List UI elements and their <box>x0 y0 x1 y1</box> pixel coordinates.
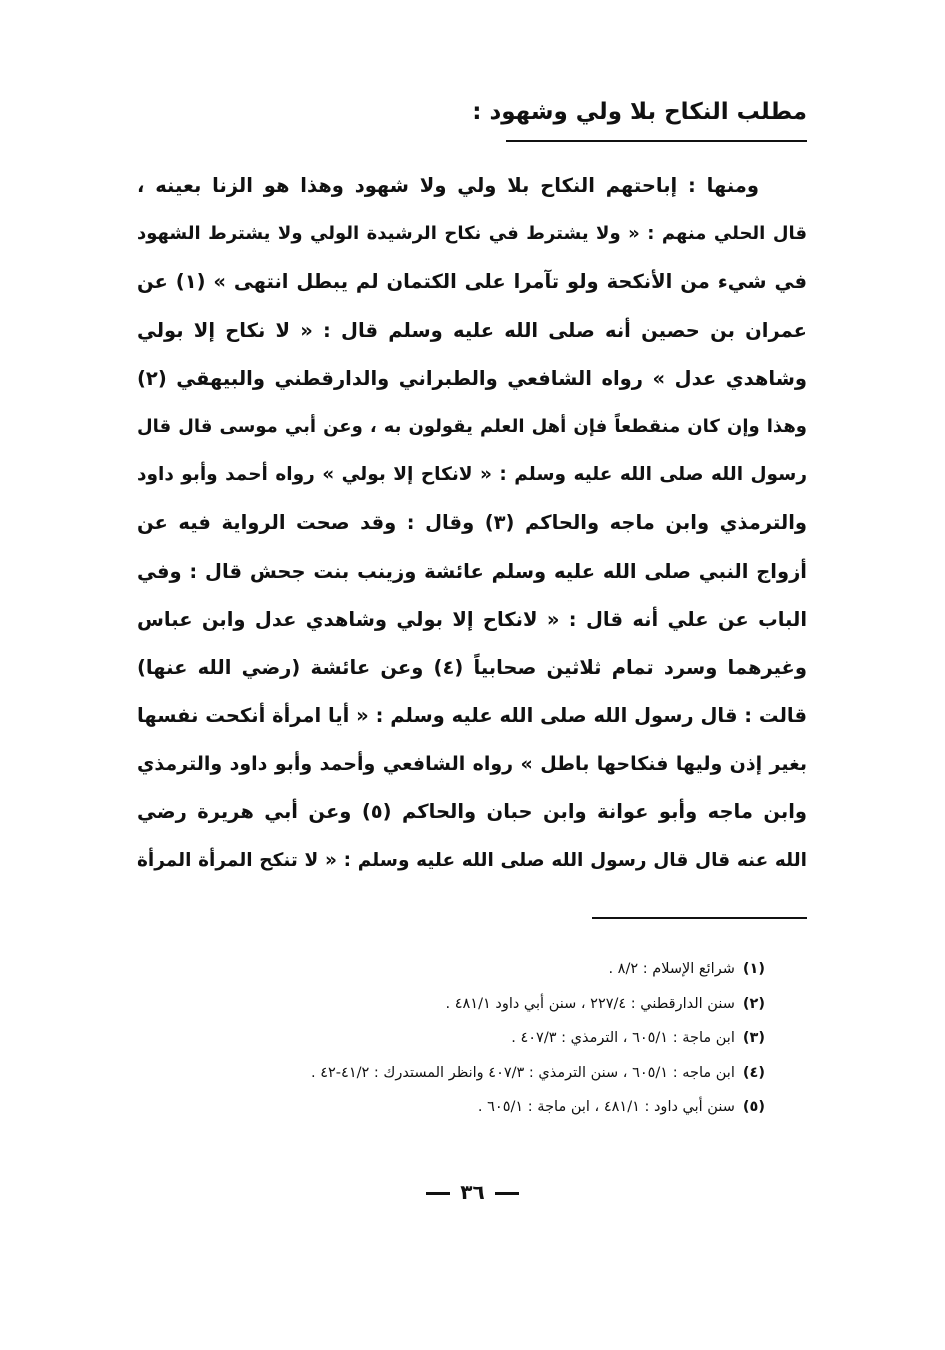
footnote-number: (٢) <box>742 995 765 1012</box>
footnote-number: (٥) <box>742 1099 765 1115</box>
footnote <box>311 1090 765 1125</box>
footnote <box>311 1021 765 1056</box>
body-text <box>137 162 807 885</box>
footnote-text: ابن ماجه : ٦٠٥/١ ، سنن الترمذي : ٤٠٧/٣ وانظر المستدرك : ٤١/٢-٤٢ . <box>311 1064 735 1081</box>
footnote-text: شرائع الإسلام : ٨/٢ . <box>608 961 735 977</box>
body-line: في شيء من الأنكحة ولو تآمرا على الكتمان لم يبطل انتهى » (١) عن <box>137 270 807 294</box>
body-line: وغيرهما وسرد تمام ثلاثين صحابياً (٤) وعن عائشة (رضي الله عنها) <box>137 655 807 679</box>
body-line: بغير إذن وليها فنكاحها باطل » رواه الشافعي وأحمد وأبو داود والترمذي <box>137 753 807 776</box>
body-line: الله عنه قال قال رسول الله صلى الله عليه وسلم : « لا تنكح المرأة المرأة <box>137 849 807 871</box>
body-line: رسول الله صلى الله عليه وسلم : « لانكاح إلا بولي » رواه أحمد وأبو داود <box>137 464 807 486</box>
body-line: وشاهدي عدل » رواه الشافعي والطبراني والدارقطني والبيهقي (٢) <box>137 366 807 390</box>
footnotes <box>311 952 765 1125</box>
footnote-number: (١) <box>742 961 765 977</box>
body-line: وابن ماجه وأبو عوانة وابن حبان والحاكم (٥) وعن أبي هريرة رضي <box>137 800 807 824</box>
footnote <box>311 1056 765 1091</box>
footnote <box>311 952 765 987</box>
footnote-text: ابن ماجة : ٦٠٥/١ ، الترمذي : ٤٠٧/٣ . <box>511 1030 735 1046</box>
footnote-text: سنن الدارقطني : ٢٢٧/٤ ، سنن أبي داود ٤٨١/١ . <box>445 995 735 1012</box>
body-line: عمران بن حصين أنه صلى الله عليه وسلم قال : « لا نكاح إلا بولي <box>137 318 807 342</box>
footnote-separator <box>592 917 807 919</box>
body-line: أزواج النبي صلى الله عليه وسلم عائشة وزينب بنت جحش قال : وفي <box>137 559 807 583</box>
page-number <box>0 1174 945 1210</box>
heading-underline <box>506 140 807 142</box>
section-heading: مطلب النكاح بلا ولي وشهود : <box>472 99 807 125</box>
body-line: وهذا وإن كان منقطعاً فإن أهل العلم يقولون به ، وعن أبي موسى قال قال <box>137 415 807 437</box>
footnote-number: (٤) <box>742 1064 765 1081</box>
footnote-text: سنن أبي داود : ٤٨١/١ ، ابن ماجة : ٦٠٥/١ . <box>477 1099 735 1115</box>
page-number-dash <box>426 1192 450 1195</box>
body-line: قالت : قال رسول الله صلى الله عليه وسلم : « أيا امرأة أنكحت نفسها <box>137 704 807 728</box>
body-line: الباب عن علي أنه قال : « لانكاح إلا بولي وشاهدي عدل وابن عباس <box>137 607 807 631</box>
body-line: ومنها : إباحتهم النكاح بلا ولي ولا شهود وهذا هو الزنا بعينه ، <box>137 174 759 197</box>
body-line: قال الحلي منهم : « ولا يشترط في نكاح الرشيدة الولي ولا يشترط الشهود <box>137 223 807 245</box>
page-number-value: ٣٦ <box>460 1180 485 1204</box>
body-line: والترمذي وابن ماجه والحاكم (٣) وقال : وقد صحت الرواية فيه عن <box>137 511 807 535</box>
page-number-dash <box>495 1192 519 1195</box>
footnote <box>311 987 765 1022</box>
footnote-number: (٣) <box>742 1030 765 1046</box>
